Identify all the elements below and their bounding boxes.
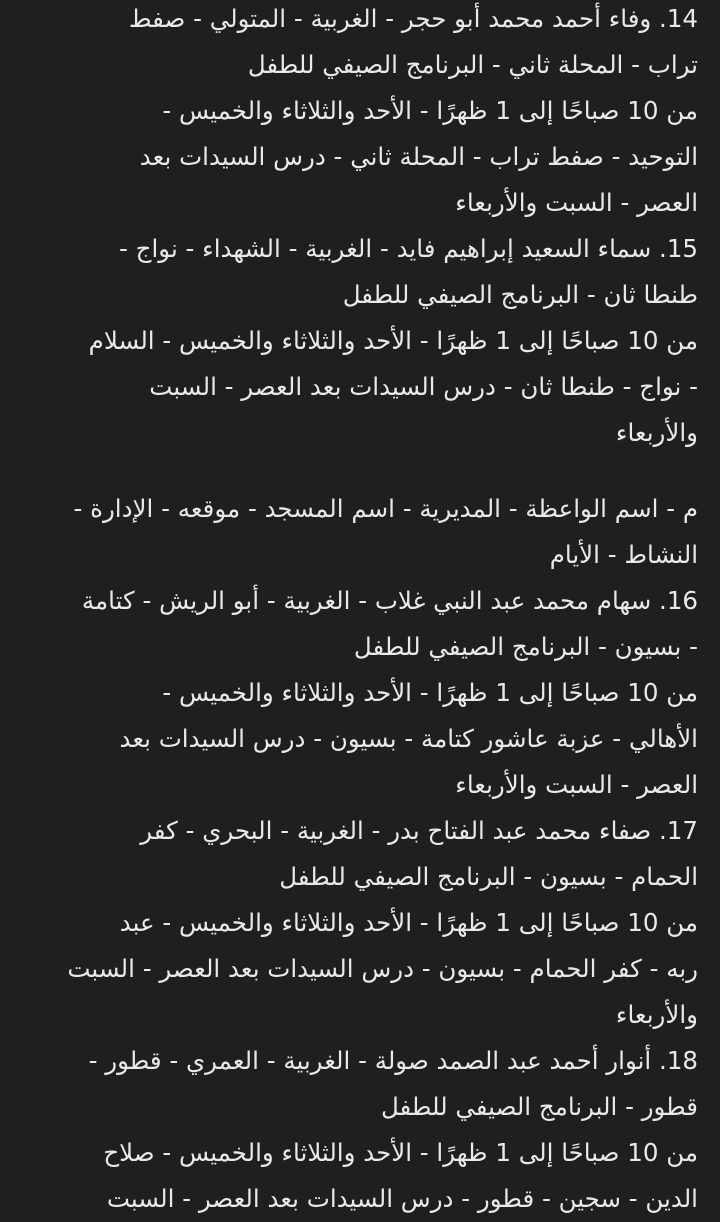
text-line: قطور - البرنامج الصيفي للطفل [380, 1092, 698, 1121]
text-line: 15. سماء السعيد إبراهيم فايد - الغربية - الشهداء - نواج - [119, 234, 698, 263]
text-line: والأربعاء [615, 418, 698, 447]
text-line: العصر - السبت والأربعاء [455, 188, 698, 217]
text-line: 16. سهام محمد عبد النبي غلاب - الغربية - أبو الريش - كتامة [81, 586, 698, 615]
text-line: م - اسم الواعظة - المديرية - اسم المسجد - موقعه - الإدارة - [73, 494, 698, 523]
text-line: 14. وفاء أحمد محمد أبو حجر - الغربية - المتولي - صفط [128, 4, 698, 33]
text-line: من 10 صباحًا إلى 1 ظهرًا - الأحد والثلاثاء والخميس - عبد [119, 908, 698, 937]
text-line: الحمام - بسيون - البرنامج الصيفي للطفل [279, 862, 698, 891]
text-line: ربه - كفر الحمام - بسيون - درس السيدات بعد العصر - السبت [67, 954, 698, 983]
text-line: من 10 صباحًا إلى 1 ظهرًا - الأحد والثلاثاء والخميس - صلاح [103, 1138, 698, 1167]
text-line: - نواج - طنطا ثان - درس السيدات بعد العصر - السبت [149, 372, 698, 401]
text-line: - بسيون - البرنامج الصيفي للطفل [353, 632, 698, 661]
text-line: 17. صفاء محمد عبد الفتاح بدر - الغربية - البحري - كفر [140, 816, 698, 845]
text-line: طنطا ثان - البرنامج الصيفي للطفل [342, 280, 698, 309]
text-line: تراب - المحلة ثاني - البرنامج الصيفي للطفل [247, 50, 698, 79]
text-line: والأربعاء [615, 1000, 698, 1029]
text-line: الدين - سجين - قطور - درس السيدات بعد العصر - السبت [106, 1184, 698, 1213]
text-line: النشاط - الأيام [549, 540, 698, 569]
text-line: من 10 صباحًا إلى 1 ظهرًا - الأحد والثلاثاء والخميس - السلام [88, 326, 698, 355]
blank-line [22, 456, 698, 486]
text-line: من 10 صباحًا إلى 1 ظهرًا - الأحد والثلاثاء والخميس - [162, 96, 698, 125]
text-line: 18. أنوار أحمد عبد الصمد صولة - الغربية - العمري - قطور - [88, 1046, 698, 1075]
text-line: من 10 صباحًا إلى 1 ظهرًا - الأحد والثلاثاء والخميس - [162, 678, 698, 707]
text-line: الأهالي - عزبة عاشور كتامة - بسيون - درس السيدات بعد [119, 724, 698, 753]
text-line: العصر - السبت والأربعاء [455, 770, 698, 799]
text-line: التوحيد - صفط تراب - المحلة ثاني - درس السيدات بعد [139, 142, 698, 171]
